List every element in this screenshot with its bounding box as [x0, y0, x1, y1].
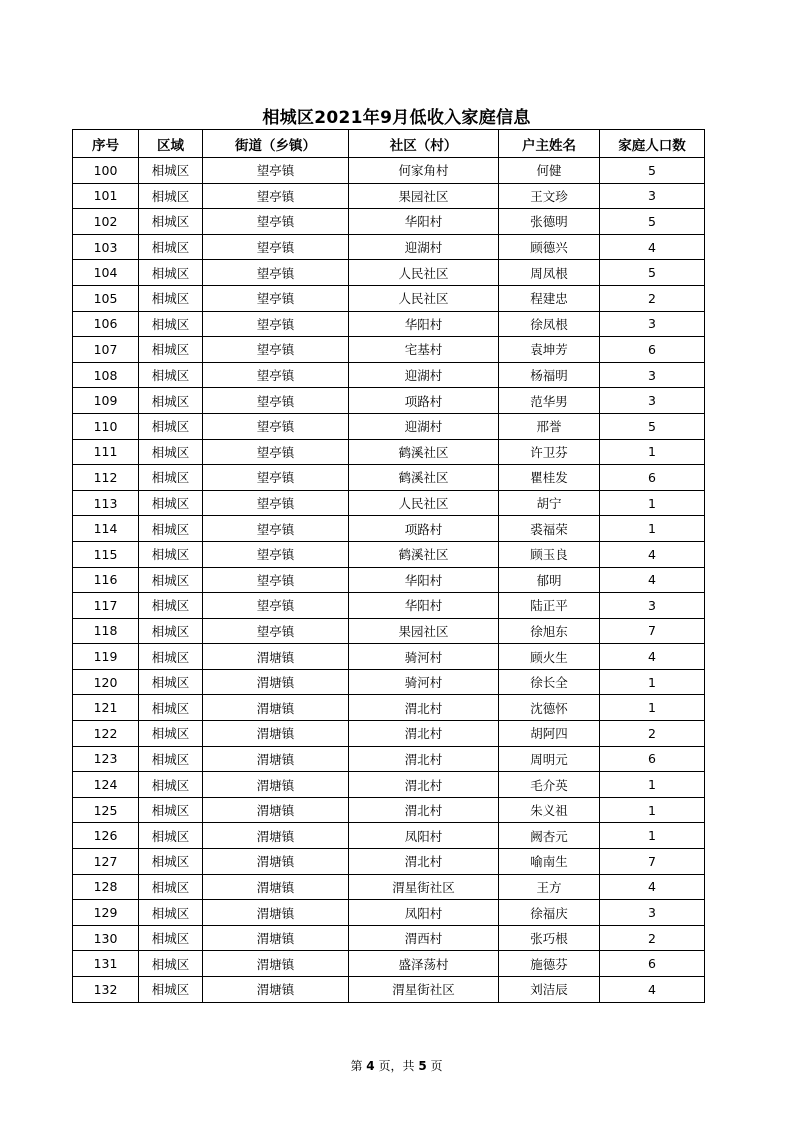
cell-householder: 周明元 — [499, 746, 600, 772]
cell-district: 相城区 — [139, 695, 203, 721]
cell-community: 盛泽荡村 — [349, 951, 499, 977]
footer-total-pages: 5 — [418, 1059, 427, 1073]
cell-family-size: 1 — [600, 797, 705, 823]
cell-district: 相城区 — [139, 746, 203, 772]
cell-district: 相城区 — [139, 874, 203, 900]
cell-community: 项路村 — [349, 388, 499, 414]
cell-town: 望亭镇 — [203, 311, 349, 337]
table-row — [73, 311, 705, 337]
cell-town: 渭塘镇 — [203, 644, 349, 670]
cell-family-size: 5 — [600, 413, 705, 439]
cell-householder: 顾德兴 — [499, 234, 600, 260]
table-header-row — [73, 130, 705, 158]
header-district: 区域 — [139, 130, 203, 158]
cell-family-size: 1 — [600, 516, 705, 542]
cell-community: 骑河村 — [349, 644, 499, 670]
cell-district: 相城区 — [139, 925, 203, 951]
cell-householder: 杨福明 — [499, 362, 600, 388]
cell-family-size: 4 — [600, 644, 705, 670]
cell-index: 106 — [73, 311, 139, 337]
cell-town: 望亭镇 — [203, 285, 349, 311]
table-row — [73, 849, 705, 875]
cell-family-size: 3 — [600, 183, 705, 209]
table-row — [73, 593, 705, 619]
cell-householder: 王文珍 — [499, 183, 600, 209]
cell-town: 望亭镇 — [203, 567, 349, 593]
cell-community: 渭北村 — [349, 695, 499, 721]
cell-family-size: 1 — [600, 490, 705, 516]
cell-district: 相城区 — [139, 951, 203, 977]
cell-index: 126 — [73, 823, 139, 849]
table-row — [73, 977, 705, 1003]
cell-community: 鹤溪社区 — [349, 541, 499, 567]
cell-householder: 顾火生 — [499, 644, 600, 670]
table-row — [73, 260, 705, 286]
cell-community: 渭北村 — [349, 721, 499, 747]
cell-district: 相城区 — [139, 797, 203, 823]
cell-family-size: 1 — [600, 772, 705, 798]
cell-district: 相城区 — [139, 285, 203, 311]
table-row — [73, 234, 705, 260]
table-row — [73, 541, 705, 567]
header-town: 街道（乡镇） — [203, 130, 349, 158]
cell-town: 望亭镇 — [203, 362, 349, 388]
cell-community: 果园社区 — [349, 183, 499, 209]
cell-family-size: 1 — [600, 695, 705, 721]
cell-town: 渭塘镇 — [203, 797, 349, 823]
cell-town: 望亭镇 — [203, 516, 349, 542]
cell-householder: 施德芬 — [499, 951, 600, 977]
cell-community: 骑河村 — [349, 669, 499, 695]
cell-town: 渭塘镇 — [203, 823, 349, 849]
cell-community: 华阳村 — [349, 593, 499, 619]
cell-town: 望亭镇 — [203, 618, 349, 644]
cell-family-size: 1 — [600, 823, 705, 849]
table-row — [73, 900, 705, 926]
table-row — [73, 490, 705, 516]
cell-town: 渭塘镇 — [203, 746, 349, 772]
cell-index: 121 — [73, 695, 139, 721]
cell-town: 望亭镇 — [203, 260, 349, 286]
cell-community: 宅基村 — [349, 337, 499, 363]
cell-householder: 郁明 — [499, 567, 600, 593]
cell-index: 131 — [73, 951, 139, 977]
cell-district: 相城区 — [139, 362, 203, 388]
cell-district: 相城区 — [139, 311, 203, 337]
header-community: 社区（村） — [349, 130, 499, 158]
cell-index: 125 — [73, 797, 139, 823]
cell-index: 115 — [73, 541, 139, 567]
cell-index: 128 — [73, 874, 139, 900]
table-row — [73, 797, 705, 823]
cell-householder: 刘洁辰 — [499, 977, 600, 1003]
cell-district: 相城区 — [139, 413, 203, 439]
cell-community: 渭北村 — [349, 746, 499, 772]
cell-householder: 周凤根 — [499, 260, 600, 286]
cell-householder: 阙杏元 — [499, 823, 600, 849]
cell-district: 相城区 — [139, 721, 203, 747]
cell-family-size: 2 — [600, 721, 705, 747]
cell-index: 114 — [73, 516, 139, 542]
cell-community: 渭北村 — [349, 849, 499, 875]
cell-district: 相城区 — [139, 388, 203, 414]
cell-householder: 瞿桂发 — [499, 465, 600, 491]
cell-community: 项路村 — [349, 516, 499, 542]
table-row — [73, 644, 705, 670]
cell-householder: 邢誉 — [499, 413, 600, 439]
cell-town: 渭塘镇 — [203, 900, 349, 926]
table-row — [73, 413, 705, 439]
table-row — [73, 209, 705, 235]
cell-district: 相城区 — [139, 516, 203, 542]
cell-family-size: 4 — [600, 874, 705, 900]
cell-householder: 胡阿四 — [499, 721, 600, 747]
table-row — [73, 746, 705, 772]
table-row — [73, 158, 705, 184]
table-body — [73, 158, 705, 1003]
footer-page-number: 4 — [366, 1059, 375, 1073]
cell-householder: 朱义祖 — [499, 797, 600, 823]
cell-district: 相城区 — [139, 669, 203, 695]
cell-community: 凤阳村 — [349, 900, 499, 926]
page-footer — [0, 1057, 793, 1074]
footer-prefix: 第 — [350, 1059, 363, 1073]
cell-district: 相城区 — [139, 644, 203, 670]
cell-family-size: 6 — [600, 746, 705, 772]
cell-index: 112 — [73, 465, 139, 491]
cell-district: 相城区 — [139, 772, 203, 798]
cell-community: 渭北村 — [349, 797, 499, 823]
cell-family-size: 5 — [600, 260, 705, 286]
table-row — [73, 337, 705, 363]
cell-family-size: 4 — [600, 541, 705, 567]
cell-index: 129 — [73, 900, 139, 926]
cell-index: 119 — [73, 644, 139, 670]
cell-index: 107 — [73, 337, 139, 363]
cell-index: 116 — [73, 567, 139, 593]
cell-town: 望亭镇 — [203, 465, 349, 491]
table-row — [73, 465, 705, 491]
table-row — [73, 362, 705, 388]
cell-community: 渭星街社区 — [349, 977, 499, 1003]
table-row — [73, 567, 705, 593]
cell-householder: 顾玉良 — [499, 541, 600, 567]
cell-family-size: 6 — [600, 337, 705, 363]
cell-householder: 毛介英 — [499, 772, 600, 798]
cell-index: 127 — [73, 849, 139, 875]
table-row — [73, 874, 705, 900]
page-title: 相城区2021年9月低收入家庭信息 — [262, 108, 531, 128]
cell-district: 相城区 — [139, 490, 203, 516]
cell-district: 相城区 — [139, 183, 203, 209]
table-row — [73, 618, 705, 644]
cell-householder: 徐福庆 — [499, 900, 600, 926]
cell-town: 渭塘镇 — [203, 669, 349, 695]
cell-householder: 陆正平 — [499, 593, 600, 619]
cell-householder: 喻南生 — [499, 849, 600, 875]
cell-community: 人民社区 — [349, 490, 499, 516]
cell-householder: 范华男 — [499, 388, 600, 414]
cell-town: 望亭镇 — [203, 158, 349, 184]
table-row — [73, 285, 705, 311]
cell-town: 渭塘镇 — [203, 721, 349, 747]
cell-householder: 何健 — [499, 158, 600, 184]
cell-householder: 程建忠 — [499, 285, 600, 311]
cell-community: 果园社区 — [349, 618, 499, 644]
cell-community: 华阳村 — [349, 209, 499, 235]
table-row — [73, 695, 705, 721]
cell-town: 渭塘镇 — [203, 977, 349, 1003]
cell-district: 相城区 — [139, 234, 203, 260]
cell-index: 132 — [73, 977, 139, 1003]
cell-community: 鹤溪社区 — [349, 439, 499, 465]
cell-index: 124 — [73, 772, 139, 798]
cell-family-size: 6 — [600, 465, 705, 491]
cell-householder: 胡宁 — [499, 490, 600, 516]
cell-family-size: 3 — [600, 311, 705, 337]
cell-town: 望亭镇 — [203, 183, 349, 209]
header-householder: 户主姓名 — [499, 130, 600, 158]
cell-district: 相城区 — [139, 209, 203, 235]
cell-town: 望亭镇 — [203, 593, 349, 619]
header-family-size: 家庭人口数 — [600, 130, 705, 158]
cell-family-size: 4 — [600, 234, 705, 260]
cell-district: 相城区 — [139, 849, 203, 875]
cell-family-size: 5 — [600, 158, 705, 184]
cell-index: 118 — [73, 618, 139, 644]
cell-community: 华阳村 — [349, 311, 499, 337]
cell-town: 渭塘镇 — [203, 695, 349, 721]
cell-community: 凤阳村 — [349, 823, 499, 849]
cell-district: 相城区 — [139, 465, 203, 491]
cell-householder: 裘福荣 — [499, 516, 600, 542]
cell-index: 123 — [73, 746, 139, 772]
cell-district: 相城区 — [139, 541, 203, 567]
cell-family-size: 3 — [600, 900, 705, 926]
cell-index: 104 — [73, 260, 139, 286]
cell-family-size: 7 — [600, 849, 705, 875]
cell-community: 华阳村 — [349, 567, 499, 593]
table-row — [73, 516, 705, 542]
cell-district: 相城区 — [139, 439, 203, 465]
cell-family-size: 3 — [600, 593, 705, 619]
cell-index: 100 — [73, 158, 139, 184]
cell-family-size: 3 — [600, 388, 705, 414]
cell-district: 相城区 — [139, 567, 203, 593]
cell-community: 迎湖村 — [349, 362, 499, 388]
cell-index: 102 — [73, 209, 139, 235]
cell-family-size: 2 — [600, 925, 705, 951]
cell-index: 122 — [73, 721, 139, 747]
cell-family-size: 6 — [600, 951, 705, 977]
table-row — [73, 823, 705, 849]
cell-index: 110 — [73, 413, 139, 439]
cell-family-size: 3 — [600, 362, 705, 388]
cell-community: 迎湖村 — [349, 413, 499, 439]
cell-family-size: 5 — [600, 209, 705, 235]
cell-community: 人民社区 — [349, 260, 499, 286]
cell-index: 120 — [73, 669, 139, 695]
cell-index: 101 — [73, 183, 139, 209]
cell-town: 渭塘镇 — [203, 849, 349, 875]
table-row — [73, 183, 705, 209]
cell-family-size: 4 — [600, 567, 705, 593]
cell-householder: 徐旭东 — [499, 618, 600, 644]
cell-index: 117 — [73, 593, 139, 619]
header-index: 序号 — [73, 130, 139, 158]
cell-community: 鹤溪社区 — [349, 465, 499, 491]
cell-district: 相城区 — [139, 593, 203, 619]
cell-householder: 徐凤根 — [499, 311, 600, 337]
cell-town: 望亭镇 — [203, 439, 349, 465]
cell-district: 相城区 — [139, 337, 203, 363]
cell-householder: 王方 — [499, 874, 600, 900]
cell-town: 渭塘镇 — [203, 772, 349, 798]
cell-householder: 徐长全 — [499, 669, 600, 695]
cell-index: 111 — [73, 439, 139, 465]
cell-index: 103 — [73, 234, 139, 260]
cell-district: 相城区 — [139, 158, 203, 184]
cell-town: 望亭镇 — [203, 413, 349, 439]
cell-index: 130 — [73, 925, 139, 951]
cell-index: 109 — [73, 388, 139, 414]
table-row — [73, 925, 705, 951]
table-row — [73, 439, 705, 465]
cell-householder: 张巧根 — [499, 925, 600, 951]
footer-middle: 页，共 — [378, 1059, 415, 1073]
cell-district: 相城区 — [139, 900, 203, 926]
cell-community: 渭西村 — [349, 925, 499, 951]
cell-town: 望亭镇 — [203, 388, 349, 414]
footer-suffix: 页 — [430, 1059, 443, 1073]
cell-householder: 张德明 — [499, 209, 600, 235]
cell-family-size: 1 — [600, 669, 705, 695]
cell-community: 渭星街社区 — [349, 874, 499, 900]
household-table — [72, 129, 705, 1003]
cell-family-size: 2 — [600, 285, 705, 311]
cell-family-size: 7 — [600, 618, 705, 644]
cell-town: 渭塘镇 — [203, 951, 349, 977]
cell-householder: 沈德怀 — [499, 695, 600, 721]
cell-family-size: 1 — [600, 439, 705, 465]
cell-district: 相城区 — [139, 618, 203, 644]
cell-community: 何家角村 — [349, 158, 499, 184]
cell-householder: 许卫芬 — [499, 439, 600, 465]
cell-town: 望亭镇 — [203, 490, 349, 516]
cell-district: 相城区 — [139, 823, 203, 849]
cell-community: 迎湖村 — [349, 234, 499, 260]
cell-householder: 袁坤芳 — [499, 337, 600, 363]
cell-district: 相城区 — [139, 977, 203, 1003]
cell-town: 望亭镇 — [203, 541, 349, 567]
cell-town: 望亭镇 — [203, 209, 349, 235]
cell-community: 人民社区 — [349, 285, 499, 311]
cell-index: 113 — [73, 490, 139, 516]
cell-town: 望亭镇 — [203, 234, 349, 260]
cell-index: 108 — [73, 362, 139, 388]
table-row — [73, 951, 705, 977]
cell-district: 相城区 — [139, 260, 203, 286]
cell-town: 望亭镇 — [203, 337, 349, 363]
table-row — [73, 669, 705, 695]
table-row — [73, 721, 705, 747]
cell-town: 渭塘镇 — [203, 874, 349, 900]
cell-index: 105 — [73, 285, 139, 311]
cell-family-size: 4 — [600, 977, 705, 1003]
cell-community: 渭北村 — [349, 772, 499, 798]
cell-town: 渭塘镇 — [203, 925, 349, 951]
table-row — [73, 772, 705, 798]
table-row — [73, 388, 705, 414]
